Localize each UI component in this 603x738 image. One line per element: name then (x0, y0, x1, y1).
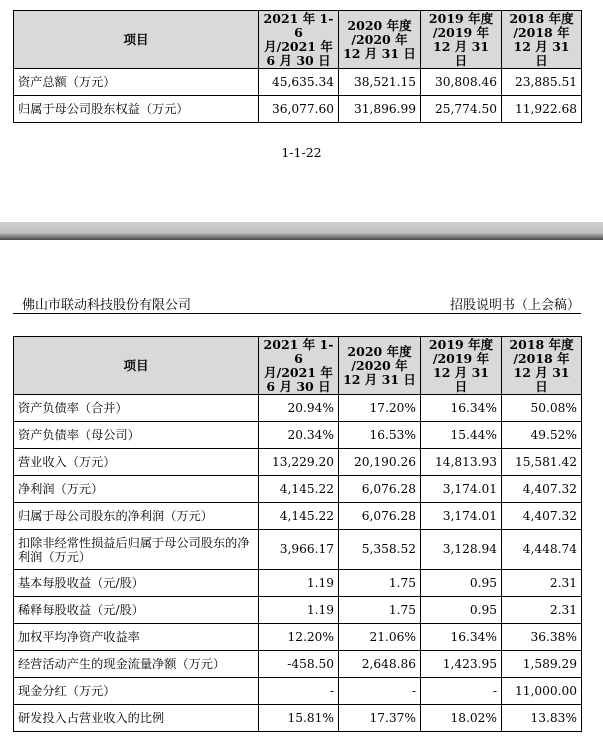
cell-value: 31,896.99 (339, 96, 421, 123)
cell-value: 0.95 (421, 570, 502, 597)
cell-value: 50.08% (502, 395, 582, 422)
page-bottom (0, 240, 603, 738)
cell-value: 1,423.95 (421, 651, 502, 678)
cell-value: 6,076.28 (339, 503, 421, 530)
header-2018: 2018 年度 /2018 年 12 月 31 日 (502, 11, 582, 69)
cell-value: 4,448.74 (502, 530, 582, 570)
cell-value: 3,128.94 (421, 530, 502, 570)
cell-value: 1.75 (339, 570, 421, 597)
table-row (14, 678, 582, 705)
cell-value: 4,407.32 (502, 476, 582, 503)
row-label: 资产负债率（合并） (14, 395, 259, 422)
cell-value: 4,407.32 (502, 503, 582, 530)
cell-value: 15.81% (259, 705, 339, 732)
header-2020: 2020 年度 /2020 年 12 月 31 日 (339, 11, 421, 69)
cell-value: 18.02% (421, 705, 502, 732)
header-2019: 2019 年度 /2019 年 12 月 31 日 (421, 337, 502, 395)
cell-value: 1.19 (259, 570, 339, 597)
table-row (14, 395, 582, 422)
cell-value: 3,174.01 (421, 503, 502, 530)
cell-value: - (339, 678, 421, 705)
cell-value: 13.83% (502, 705, 582, 732)
cell-value: 36,077.60 (259, 96, 339, 123)
page-top (0, 0, 603, 222)
cell-value: 5,358.52 (339, 530, 421, 570)
financial-indicators-table (13, 336, 582, 732)
header-2019: 2019 年度 /2019 年 12 月 31 日 (421, 11, 502, 69)
cell-value: 21.06% (339, 624, 421, 651)
cell-value: 15,581.42 (502, 449, 582, 476)
table-row (14, 597, 582, 624)
cell-value: 20.34% (259, 422, 339, 449)
row-label: 归属于母公司股东的净利润（万元） (14, 503, 259, 530)
cell-value: - (259, 678, 339, 705)
table-row (14, 530, 582, 570)
cell-value: 2.31 (502, 597, 582, 624)
cell-value: 0.95 (421, 597, 502, 624)
cell-value: 2.31 (502, 570, 582, 597)
document-type: 招股说明书（上会稿） (449, 298, 580, 313)
cell-value: 12.20% (259, 624, 339, 651)
cell-value: 1.19 (259, 597, 339, 624)
cell-value: 14,813.93 (421, 449, 502, 476)
table-row (14, 422, 582, 449)
row-label: 营业收入（万元） (14, 449, 259, 476)
cell-value: 36.38% (502, 624, 582, 651)
cell-value: 17.37% (339, 705, 421, 732)
header-2018: 2018 年度 /2018 年 12 月 31 日 (502, 337, 582, 395)
table-header-row (14, 11, 582, 69)
cell-value: 13,229.20 (259, 449, 339, 476)
cell-value: 1.75 (339, 597, 421, 624)
cell-value: 23,885.51 (502, 69, 582, 96)
row-label: 稀释每股收益（元/股） (14, 597, 259, 624)
cell-value: 15.44% (421, 422, 502, 449)
table-row (14, 476, 582, 503)
cell-value: 2,648.86 (339, 651, 421, 678)
cell-value: 49.52% (502, 422, 582, 449)
cell-value: 3,174.01 (421, 476, 502, 503)
summary-table-top (13, 10, 582, 123)
cell-value: 17.20% (339, 395, 421, 422)
table-row (14, 570, 582, 597)
row-label: 研发投入占营业收入的比例 (14, 705, 259, 732)
cell-value: 30,808.46 (421, 69, 502, 96)
page-number: 1-1-22 (281, 145, 322, 160)
cell-value: 11,922.68 (502, 96, 582, 123)
header-item: 项目 (14, 11, 259, 69)
row-label: 现金分红（万元） (14, 678, 259, 705)
cell-value: 3,966.17 (259, 530, 339, 570)
row-label: 资产总额（万元） (14, 69, 259, 96)
table-body (14, 395, 582, 732)
table-row (14, 503, 582, 530)
page-separator (0, 222, 603, 240)
table-row (14, 624, 582, 651)
cell-value: 20,190.26 (339, 449, 421, 476)
row-label: 资产负债率（母公司） (14, 422, 259, 449)
header-2020: 2020 年度 /2020 年 12 月 31 日 (339, 337, 421, 395)
table-row (14, 96, 582, 123)
cell-value: 38,521.15 (339, 69, 421, 96)
cell-value: -458.50 (259, 651, 339, 678)
row-label: 基本每股收益（元/股） (14, 570, 259, 597)
cell-value: 45,635.34 (259, 69, 339, 96)
table-row (14, 449, 582, 476)
company-name: 佛山市联动科技股份有限公司 (22, 298, 192, 313)
cell-value: 20.94% (259, 395, 339, 422)
row-label: 经营活动产生的现金流量净额（万元） (14, 651, 259, 678)
cell-value: 4,145.22 (259, 503, 339, 530)
cell-value: 6,076.28 (339, 476, 421, 503)
table-row (14, 705, 582, 732)
cell-value: 11,000.00 (502, 678, 582, 705)
cell-value: 4,145.22 (259, 476, 339, 503)
header-2021: 2021 年 1-6 月/2021 年 6 月 30 日 (259, 11, 339, 69)
header-item: 项目 (14, 337, 259, 395)
header-rule (13, 313, 581, 314)
table-row (14, 651, 582, 678)
header-2021: 2021 年 1-6 月/2021 年 6 月 30 日 (259, 337, 339, 395)
row-label: 净利润（万元） (14, 476, 259, 503)
cell-value: 16.34% (421, 624, 502, 651)
row-label: 扣除非经常性损益后归属于母公司股东的净利润（万元） (14, 530, 259, 570)
cell-value: 25,774.50 (421, 96, 502, 123)
cell-value: 1,589.29 (502, 651, 582, 678)
row-label: 加权平均净资产收益率 (14, 624, 259, 651)
row-label: 归属于母公司股东权益（万元） (14, 96, 259, 123)
cell-value: 16.34% (421, 395, 502, 422)
cell-value: - (421, 678, 502, 705)
cell-value: 16.53% (339, 422, 421, 449)
table-row (14, 69, 582, 96)
table-header-row (14, 337, 582, 395)
